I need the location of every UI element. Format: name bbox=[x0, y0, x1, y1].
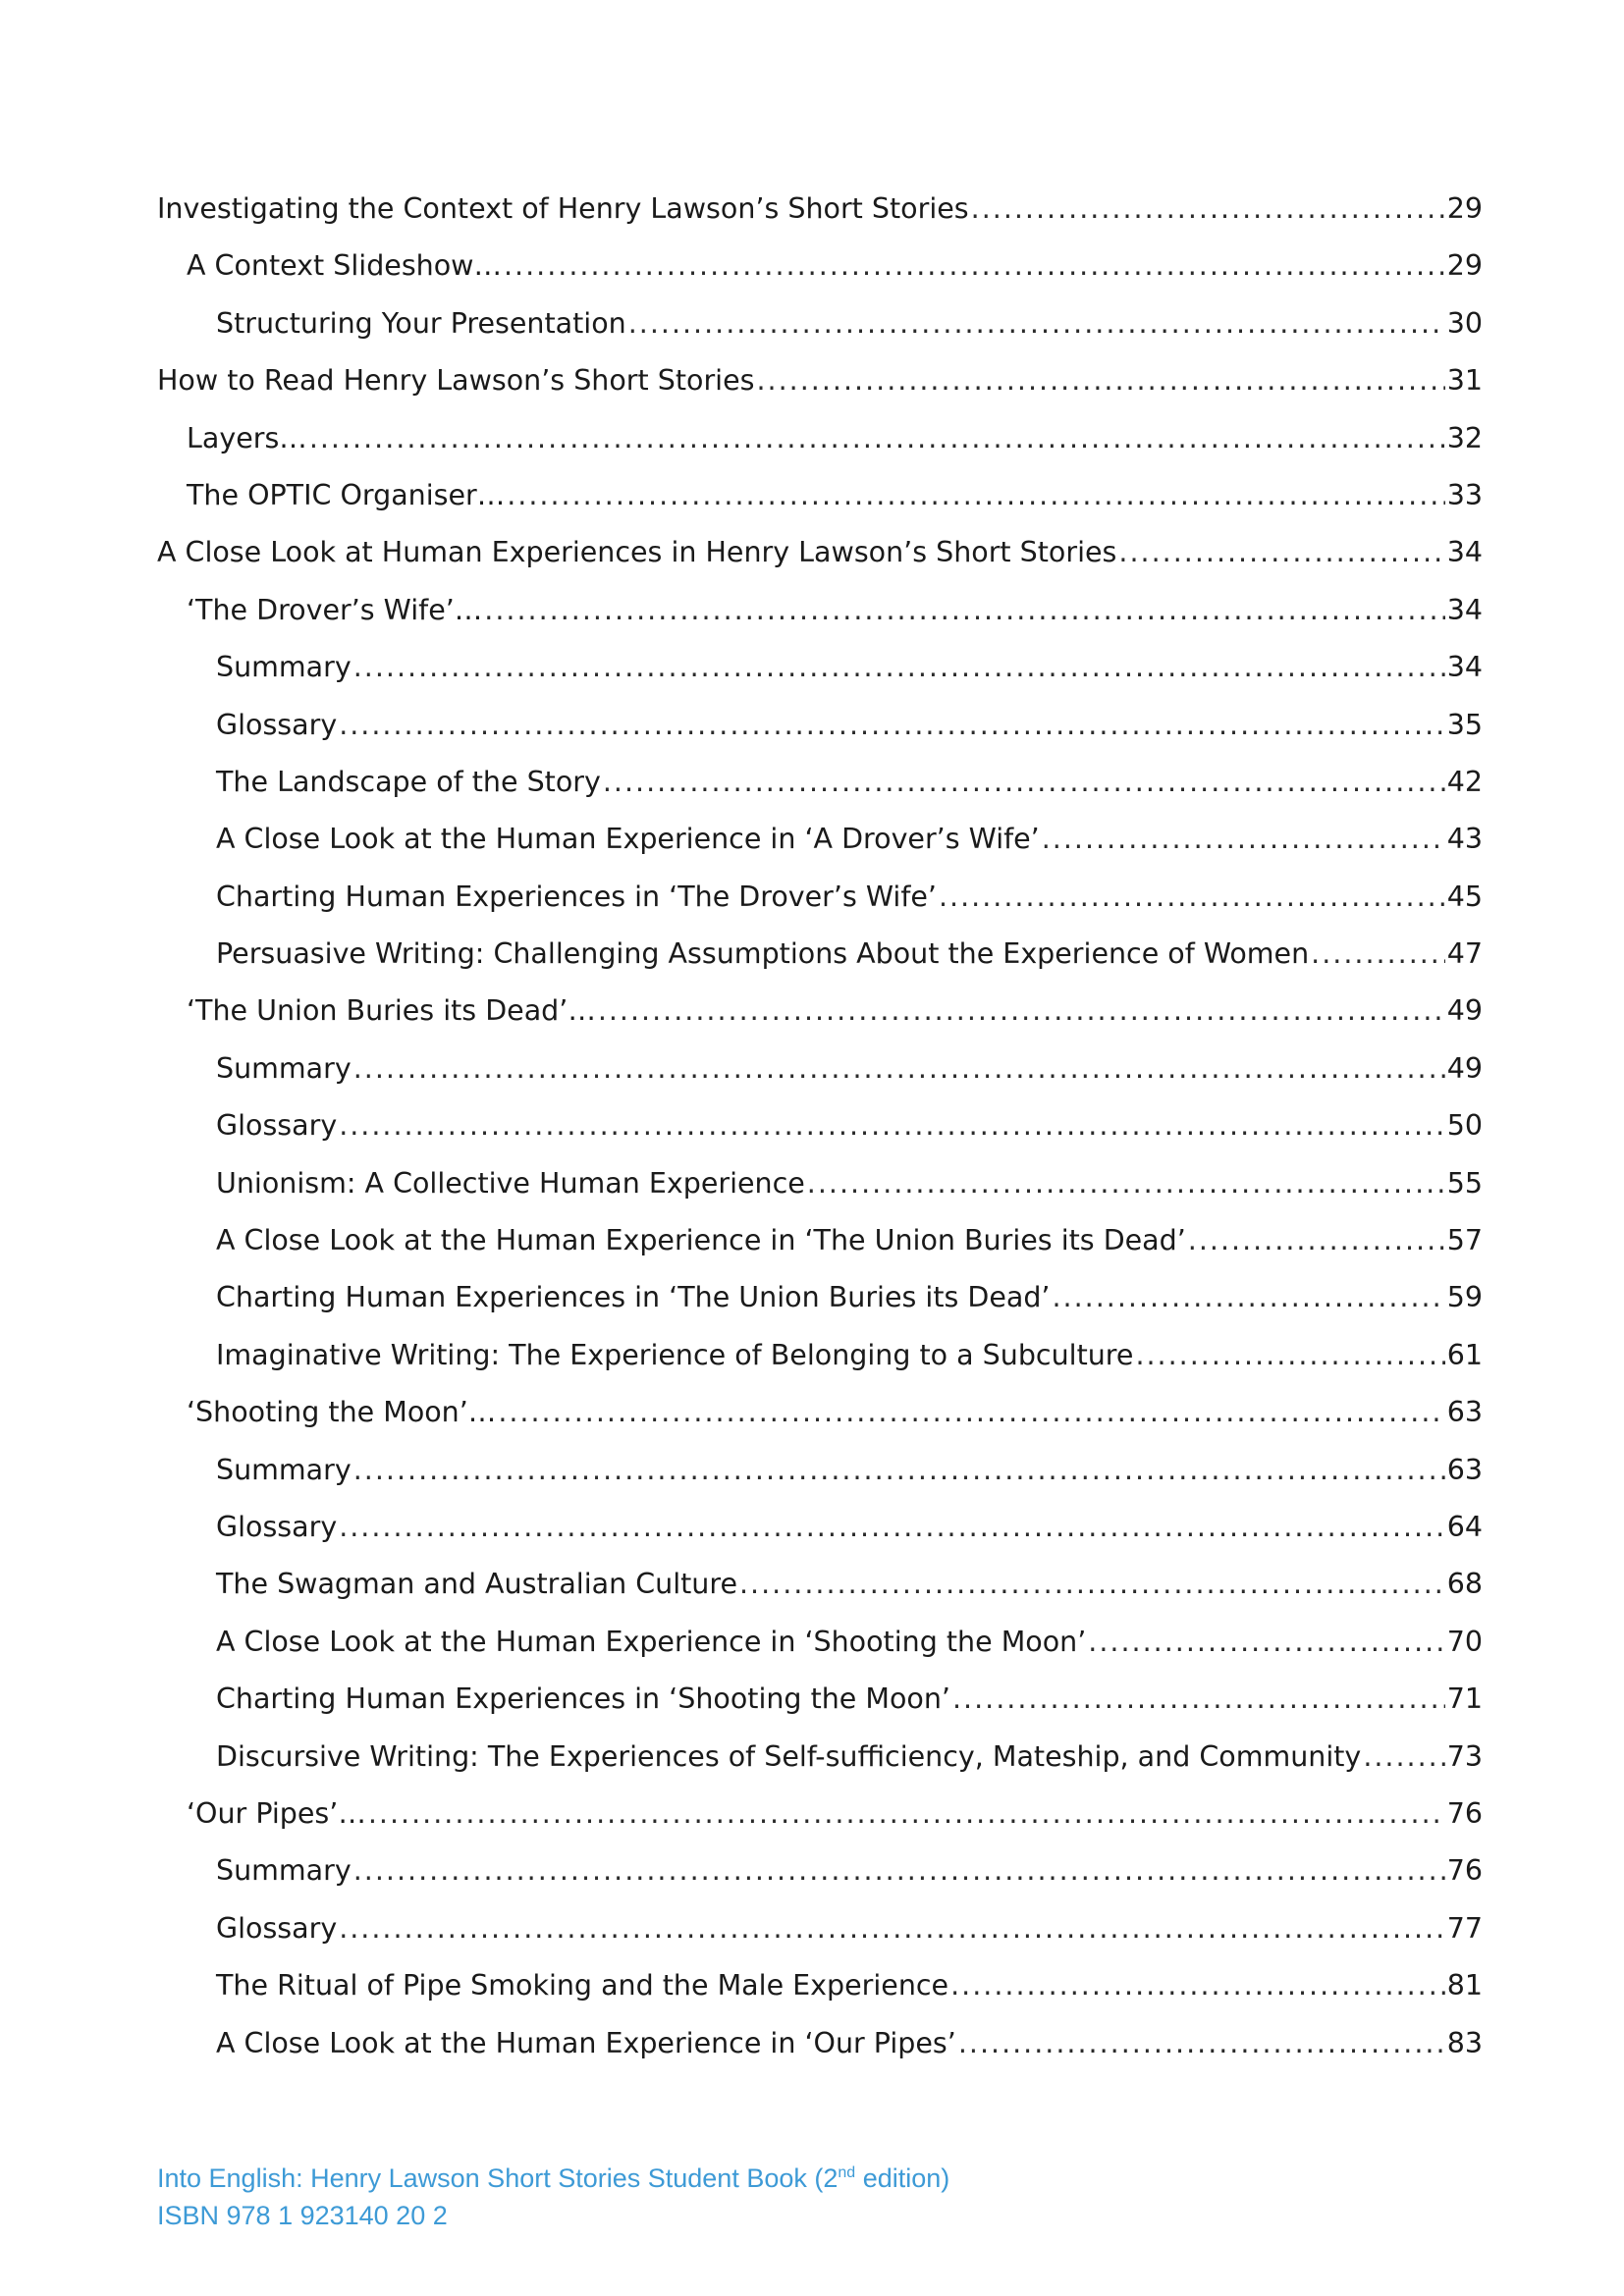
toc-entry-page-number: 45 bbox=[1446, 880, 1483, 913]
toc-entry-page-number: 61 bbox=[1446, 1338, 1483, 1371]
toc-entry-page-number: 76 bbox=[1446, 1854, 1483, 1888]
dot-leader bbox=[598, 994, 1445, 1027]
toc-entry-page-number: 73 bbox=[1446, 1739, 1483, 1773]
toc-entry-page-number: 42 bbox=[1446, 765, 1483, 798]
toc-entry[interactable] bbox=[157, 1740, 1483, 1797]
toc-entry-page-number: 70 bbox=[1446, 1625, 1483, 1658]
dot-leader bbox=[1311, 937, 1445, 970]
toc-entry-title: Charting Human Experiences in ‘The Drover’s Wife’ bbox=[216, 880, 937, 913]
toc-entry[interactable] bbox=[157, 422, 1483, 479]
toc-entry-page-number: 64 bbox=[1446, 1510, 1483, 1543]
footer-isbn: ISBN 978 1 923140 20 2 bbox=[157, 2201, 448, 2230]
toc-entry[interactable] bbox=[157, 307, 1483, 364]
dot-leader bbox=[950, 1969, 1445, 2002]
toc-entry[interactable] bbox=[157, 1109, 1483, 1166]
dot-leader bbox=[971, 192, 1445, 225]
toc-entry-title: Glossary bbox=[216, 1510, 338, 1543]
toc-entry[interactable] bbox=[157, 1454, 1483, 1511]
toc-entry[interactable] bbox=[157, 994, 1483, 1051]
toc-entry[interactable] bbox=[157, 1854, 1483, 1911]
dot-leader bbox=[339, 1912, 1445, 1945]
toc-entry-page-number: 31 bbox=[1446, 364, 1483, 398]
toc-entry[interactable] bbox=[157, 479, 1483, 536]
dot-leader bbox=[1042, 823, 1445, 855]
dot-leader bbox=[1053, 1281, 1445, 1313]
toc-entry-title: A Close Look at the Human Experience in ‘Our Pipes’ bbox=[216, 2026, 956, 2059]
toc-entry[interactable] bbox=[157, 1626, 1483, 1682]
toc-entry-page-number: 34 bbox=[1446, 651, 1483, 684]
dot-leader bbox=[504, 249, 1445, 282]
dot-leader bbox=[339, 709, 1445, 741]
toc-entry[interactable] bbox=[157, 1052, 1483, 1109]
toc-entry[interactable] bbox=[157, 1682, 1483, 1739]
toc-entry-page-number: 77 bbox=[1446, 1911, 1483, 1945]
toc-entry[interactable] bbox=[157, 823, 1483, 880]
toc-entry-title: Summary bbox=[216, 1854, 352, 1888]
toc-entry[interactable] bbox=[157, 1511, 1483, 1568]
toc-entry-title: Glossary bbox=[216, 1109, 338, 1143]
toc-entry-page-number: 29 bbox=[1446, 192, 1483, 225]
toc-entry-title: ‘Shooting the Moon’… bbox=[187, 1396, 497, 1429]
toc-entry-page-number: 35 bbox=[1446, 708, 1483, 741]
dot-leader bbox=[756, 364, 1444, 397]
toc-entry-page-number: 68 bbox=[1446, 1568, 1483, 1601]
toc-entry[interactable] bbox=[157, 937, 1483, 994]
dot-leader bbox=[309, 422, 1445, 454]
toc-entry-page-number: 30 bbox=[1446, 306, 1483, 340]
dot-leader bbox=[353, 1454, 1445, 1486]
toc-entry-page-number: 33 bbox=[1446, 478, 1483, 511]
toc-entry-title: A Close Look at Human Experiences in Henry Lawson’s Short Stories bbox=[157, 536, 1117, 569]
toc-entry[interactable] bbox=[157, 2027, 1483, 2084]
toc-entry-title: Summary bbox=[216, 651, 352, 684]
toc-entry[interactable] bbox=[157, 881, 1483, 937]
toc-entry[interactable] bbox=[157, 1339, 1483, 1396]
edition-superscript: nd bbox=[838, 2164, 856, 2181]
toc-entry-title: A Context Slideshow… bbox=[187, 249, 502, 283]
toc-entry[interactable] bbox=[157, 192, 1483, 249]
toc-entry-page-number: 63 bbox=[1446, 1453, 1483, 1486]
toc-entry-title: Charting Human Experiences in ‘The Union Buries its Dead’ bbox=[216, 1281, 1051, 1314]
toc-entry[interactable] bbox=[157, 1396, 1483, 1453]
dot-leader bbox=[339, 1109, 1445, 1142]
toc-entry-title: Investigating the Context of Henry Lawson’s Short Stories bbox=[157, 192, 969, 225]
toc-entry-page-number: 49 bbox=[1446, 1051, 1483, 1085]
dot-leader bbox=[603, 766, 1445, 798]
toc-entry[interactable] bbox=[157, 1969, 1483, 2026]
toc-entry-title: A Close Look at the Human Experience in ‘The Union Buries its Dead’ bbox=[216, 1224, 1186, 1257]
toc-entry-page-number: 32 bbox=[1446, 421, 1483, 454]
dot-leader bbox=[1135, 1339, 1444, 1371]
toc-entry-title: The Landscape of the Story bbox=[216, 765, 601, 798]
toc-entry[interactable] bbox=[157, 1281, 1483, 1338]
toc-entry-title: Summary bbox=[216, 1453, 352, 1486]
dot-leader bbox=[353, 651, 1445, 683]
toc-entry[interactable] bbox=[157, 709, 1483, 766]
dot-leader bbox=[939, 881, 1445, 913]
toc-entry[interactable] bbox=[157, 1167, 1483, 1224]
dot-leader bbox=[958, 2027, 1445, 2059]
dot-leader bbox=[353, 1854, 1445, 1887]
toc-entry-title: Unionism: A Collective Human Experience bbox=[216, 1166, 805, 1200]
toc-entry-title: A Close Look at the Human Experience in ‘A Drover’s Wife’ bbox=[216, 823, 1040, 856]
dot-leader bbox=[807, 1167, 1445, 1200]
toc-entry[interactable] bbox=[157, 1224, 1483, 1281]
toc-entry-title: The OPTIC Organiser… bbox=[187, 478, 506, 511]
toc-entry-title: Glossary bbox=[216, 1911, 338, 1945]
toc-entry-page-number: 49 bbox=[1446, 994, 1483, 1028]
dot-leader bbox=[1118, 536, 1444, 568]
dot-leader bbox=[353, 1052, 1445, 1085]
footer-book-title: Into English: Henry Lawson Short Stories Student Book (2nd edition) bbox=[157, 2163, 950, 2193]
toc-entry-title: Discursive Writing: The Experiences of Self-sufficiency, Mateship, and Community bbox=[216, 1739, 1362, 1773]
toc-entry[interactable] bbox=[157, 1797, 1483, 1854]
toc-entry-title: Summary bbox=[216, 1051, 352, 1085]
dot-leader bbox=[739, 1568, 1445, 1600]
toc-entry-title: The Swagman and Australian Culture bbox=[216, 1568, 737, 1601]
toc-entry-title: How to Read Henry Lawson’s Short Stories bbox=[157, 364, 755, 398]
dot-leader bbox=[498, 1396, 1444, 1428]
dot-leader bbox=[1088, 1626, 1444, 1658]
toc-entry-title: Layers… bbox=[187, 421, 307, 454]
toc-entry-page-number: 71 bbox=[1446, 1682, 1483, 1716]
toc-entry-title: Imaginative Writing: The Experience of Belonging to a Subculture bbox=[216, 1338, 1134, 1371]
dot-leader bbox=[484, 594, 1444, 626]
toc-entry-page-number: 81 bbox=[1446, 1969, 1483, 2002]
toc-entry[interactable] bbox=[157, 536, 1483, 593]
toc-entry-page-number: 63 bbox=[1446, 1396, 1483, 1429]
toc-entry[interactable] bbox=[157, 364, 1483, 421]
toc-entry-page-number: 83 bbox=[1446, 2026, 1483, 2059]
toc-entry-page-number: 59 bbox=[1446, 1281, 1483, 1314]
toc-entry-page-number: 57 bbox=[1446, 1224, 1483, 1257]
toc-entry-title: ‘The Drover’s Wife’… bbox=[187, 593, 483, 626]
toc-entry-title: The Ritual of Pipe Smoking and the Male Experience bbox=[216, 1969, 949, 2002]
toc-entry-page-number: 34 bbox=[1446, 536, 1483, 569]
toc-entry-page-number: 29 bbox=[1446, 249, 1483, 283]
dot-leader bbox=[1363, 1740, 1444, 1773]
toc-entry-page-number: 47 bbox=[1446, 937, 1483, 971]
toc-entry-page-number: 43 bbox=[1446, 823, 1483, 856]
toc-entry-title: Structuring Your Presentation bbox=[216, 306, 626, 340]
toc-entry-title: Persuasive Writing: Challenging Assumptions About the Experience of Women bbox=[216, 937, 1310, 971]
toc-entry-page-number: 50 bbox=[1446, 1109, 1483, 1143]
toc-entry[interactable] bbox=[157, 651, 1483, 708]
table-of-contents bbox=[157, 192, 1483, 2084]
toc-entry[interactable] bbox=[157, 1568, 1483, 1625]
dot-leader bbox=[339, 1511, 1445, 1543]
toc-entry-title: A Close Look at the Human Experience in ‘Shooting the Moon’ bbox=[216, 1625, 1087, 1658]
toc-entry[interactable] bbox=[157, 594, 1483, 651]
dot-leader bbox=[368, 1797, 1445, 1830]
toc-entry-page-number: 34 bbox=[1446, 593, 1483, 626]
toc-entry-page-number: 76 bbox=[1446, 1796, 1483, 1830]
toc-entry-title: Charting Human Experiences in ‘Shooting the Moon’ bbox=[216, 1682, 950, 1716]
toc-entry-page-number: 55 bbox=[1446, 1166, 1483, 1200]
dot-leader bbox=[952, 1682, 1445, 1715]
toc-entry[interactable] bbox=[157, 1912, 1483, 1969]
dot-leader bbox=[1188, 1224, 1445, 1256]
toc-entry[interactable] bbox=[157, 766, 1483, 823]
toc-entry-title: Glossary bbox=[216, 708, 338, 741]
dot-leader bbox=[628, 307, 1445, 340]
toc-entry-title: ‘Our Pipes’… bbox=[187, 1796, 366, 1830]
toc-entry[interactable] bbox=[157, 249, 1483, 306]
page-footer bbox=[157, 2160, 949, 2234]
toc-entry-title: ‘The Union Buries its Dead’… bbox=[187, 994, 596, 1028]
dot-leader bbox=[507, 479, 1444, 511]
